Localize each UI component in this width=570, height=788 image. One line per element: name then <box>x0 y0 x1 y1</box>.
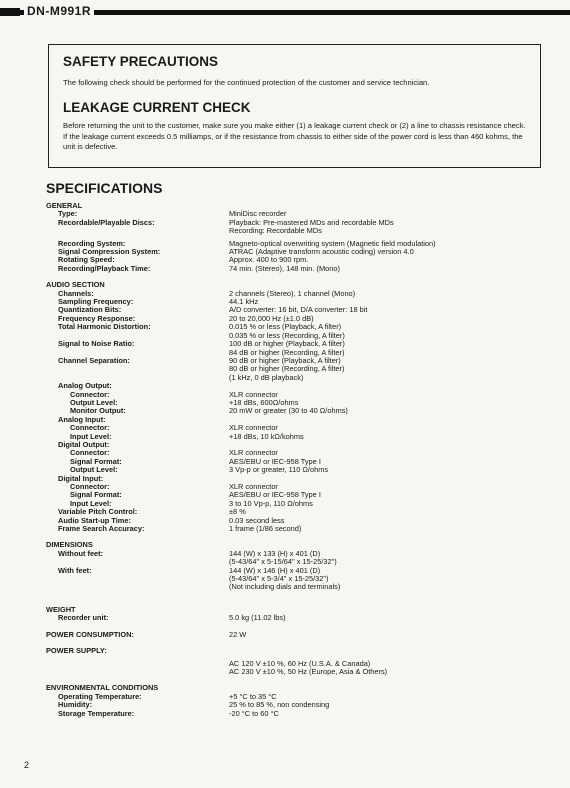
spec-label: Monitor Output: <box>70 406 126 416</box>
spec-label: Signal Format: <box>70 490 122 500</box>
spec-value: AC 230 V ±10 %, 50 Hz (Europe, Asia & Others) <box>229 666 388 676</box>
spec-label: Type: <box>58 209 78 219</box>
spec-value: XLR connector <box>229 423 278 433</box>
spec-label: Output Level: <box>70 397 118 407</box>
model-name: DN-M991R <box>24 4 94 18</box>
spec-value: (5-43/64" x 5-15/64" x 15-25/32") <box>229 557 337 567</box>
spec-value: AC 120 V ±10 %, 60 Hz (U.S.A. & Canada) <box>229 658 371 668</box>
page-number: 2 <box>24 760 30 770</box>
safety-title: SAFETY PRECAUTIONS <box>63 54 219 69</box>
spec-value: Recording: Recordable MDs <box>229 226 322 236</box>
spec-value: A/D converter: 16 bit, D/A converter: 18 bit <box>229 305 368 315</box>
spec-label: Recordable/Playable Discs: <box>58 217 155 227</box>
spec-value: XLR connector <box>229 482 278 491</box>
spec-label: Quantization Bits: <box>58 305 122 315</box>
spec-value: XLR connector <box>229 448 278 458</box>
spec-label: Connector: <box>70 423 110 433</box>
spec-value: 3 to 10 Vp-p, 110 Ω/ohms <box>229 498 313 508</box>
page-header <box>0 6 570 20</box>
spec-value: 3 Vp-p or greater, 110 Ω/ohms <box>229 465 329 475</box>
spec-value: -20 °C to 60 °C <box>229 708 279 718</box>
header-block <box>0 8 20 16</box>
specifications-list <box>46 202 546 718</box>
spec-value: 44.1 kHz <box>229 297 259 307</box>
spec-value: (5-43/64" x 5-3/4" x 15-25/32") <box>229 574 329 584</box>
spec-label: Analog Input: <box>58 414 106 424</box>
spec-label: Digital Input: <box>58 473 104 483</box>
spec-label: Audio Start-up Time: <box>58 515 131 525</box>
spec-value: 20 mW or greater (30 to 40 Ω/ohms) <box>229 406 348 416</box>
spec-label: Signal Format: <box>70 456 122 466</box>
spec-label: Recorder unit: <box>58 613 109 623</box>
spec-label: Connector: <box>70 389 110 399</box>
spec-value: (Not including dials and terminals) <box>229 582 341 592</box>
spec-row <box>46 583 546 591</box>
spec-label: Recording System: <box>58 238 126 248</box>
spec-label: Rotating Speed: <box>58 255 115 265</box>
spec-label: Connector: <box>70 448 110 458</box>
section-power-consumption: POWER CONSUMPTION: <box>46 629 134 639</box>
spec-label: Analog Output: <box>58 381 112 391</box>
spec-value: 5.0 kg (11.02 lbs) <box>229 613 286 623</box>
spec-value: +18 dBs, 10 kΩ/kohms <box>229 431 304 441</box>
spec-value: 2 channels (Stereo), 1 channel (Mono) <box>229 288 356 298</box>
spec-row <box>46 433 546 441</box>
spec-label: Channel Separation: <box>58 355 130 365</box>
spec-row <box>46 227 546 235</box>
spec-value: 0.035 % or less (Recording, A filter) <box>229 330 345 340</box>
spec-value: 1 frame (1/86 second) <box>229 524 302 534</box>
spec-label: Operating Temperature: <box>58 691 142 701</box>
spec-label: Output Level: <box>70 465 118 475</box>
spec-row <box>46 265 546 273</box>
spec-row <box>46 710 546 718</box>
spec-row <box>46 668 546 676</box>
spec-label: Humidity: <box>58 700 93 710</box>
spec-label: Input Level: <box>70 431 112 441</box>
spec-label: Signal Compression System: <box>58 247 161 257</box>
spec-value: MiniDisc recorder <box>229 209 287 219</box>
spec-value: 25 % to 85 %, non condensing <box>229 700 330 710</box>
spec-value: ATRAC (Adaptive transform acoustic coding) version 4.0 <box>229 247 414 257</box>
spec-label: Storage Temperature: <box>58 708 135 718</box>
spec-row <box>46 416 546 424</box>
spec-value: 0.03 second less <box>229 515 285 525</box>
spec-label: Variable Pitch Control: <box>58 507 138 517</box>
spec-label: Signal to Noise Ratio: <box>58 339 135 349</box>
safety-box <box>48 44 541 168</box>
spec-row <box>46 382 546 390</box>
spec-label: Sampling Frequency: <box>58 297 134 307</box>
spec-value: 0.015 % or less (Playback, A filter) <box>229 322 342 332</box>
spec-row <box>46 441 546 449</box>
spec-value: 22 W <box>229 629 247 639</box>
spec-row <box>46 374 546 382</box>
spec-value: (1 kHz, 0 dB playback) <box>229 372 304 382</box>
spec-label: Frame Search Accuracy: <box>58 524 145 534</box>
spec-label: Without feet: <box>58 548 104 558</box>
spec-label: Digital Output: <box>58 439 110 449</box>
spec-value: Magneto-optical overwriting system (Magnetic field modulation) <box>229 238 436 248</box>
section-environment: ENVIRONMENTAL CONDITIONS <box>46 683 159 693</box>
spec-value: ±8 % <box>229 507 246 517</box>
spec-value: 20 to 20,000 Hz (±1.0 dB) <box>229 313 314 323</box>
header-rule <box>20 10 570 15</box>
spec-row <box>46 475 546 483</box>
spec-value: 74 min. (Stereo), 148 min. (Mono) <box>229 263 340 273</box>
spec-value: AES/EBU or IEC-958 Type I <box>229 456 321 466</box>
spec-label: With feet: <box>58 565 92 575</box>
section-dimensions: DIMENSIONS <box>46 540 93 550</box>
section-general: GENERAL <box>46 201 83 210</box>
spec-label: Total Harmonic Distortion: <box>58 322 151 332</box>
spec-value: 144 (W) x 146 (H) x 401 (D) <box>229 565 321 575</box>
spec-value: AES/EBU or IEC-958 Type I <box>229 490 321 500</box>
section-weight: WEIGHT <box>46 604 76 614</box>
spec-value: 90 dB or higher (Playback, A filter) <box>229 355 341 365</box>
spec-value: +18 dBs, 600Ω/ohms <box>229 397 299 407</box>
spec-value: 80 dB or higher (Recording, A filter) <box>229 364 345 374</box>
spec-value: Approx. 400 to 900 rpm. <box>229 255 309 265</box>
spec-value: +5 °C to 35 °C <box>229 691 277 701</box>
spec-value: XLR connector <box>229 389 278 399</box>
section-audio: AUDIO SECTION <box>46 280 105 290</box>
spec-row <box>46 525 546 533</box>
spec-value: Playback: Pre-mastered MDs and recordable MDs <box>229 217 394 227</box>
spec-value: 84 dB or higher (Recording, A filter) <box>229 347 345 357</box>
spec-label: Frequency Response: <box>58 313 136 323</box>
spec-row <box>46 631 546 639</box>
section-power-supply: POWER SUPPLY: <box>46 646 107 656</box>
spec-value: 100 dB or higher (Playback, A filter) <box>229 339 345 349</box>
spec-label: Channels: <box>58 288 94 298</box>
leakage-text: Before returning the unit to the customer, make sure you make either (1) a leakage current check or (2) a line to chassis resistance check. If the leakage current exceeds 0.5 milliamps, or if the resistance from chassis to either side of the power cord is less than 460 kohms, the unit is defective. <box>63 121 526 151</box>
spec-label: Input Level: <box>70 498 112 508</box>
spec-row <box>46 614 546 622</box>
spec-row <box>46 466 546 474</box>
spec-row <box>46 407 546 415</box>
safety-text: The following check should be performed for the continued protection of the customer and service technician. <box>63 78 430 87</box>
specifications-title: SPECIFICATIONS <box>46 180 163 196</box>
spec-value: 144 (W) x 133 (H) x 401 (D) <box>229 548 321 558</box>
spec-label: Connector: <box>70 482 110 491</box>
leakage-title: LEAKAGE CURRENT CHECK <box>63 100 251 115</box>
spec-row <box>46 647 546 655</box>
spec-label: Recording/Playback Time: <box>58 263 151 273</box>
